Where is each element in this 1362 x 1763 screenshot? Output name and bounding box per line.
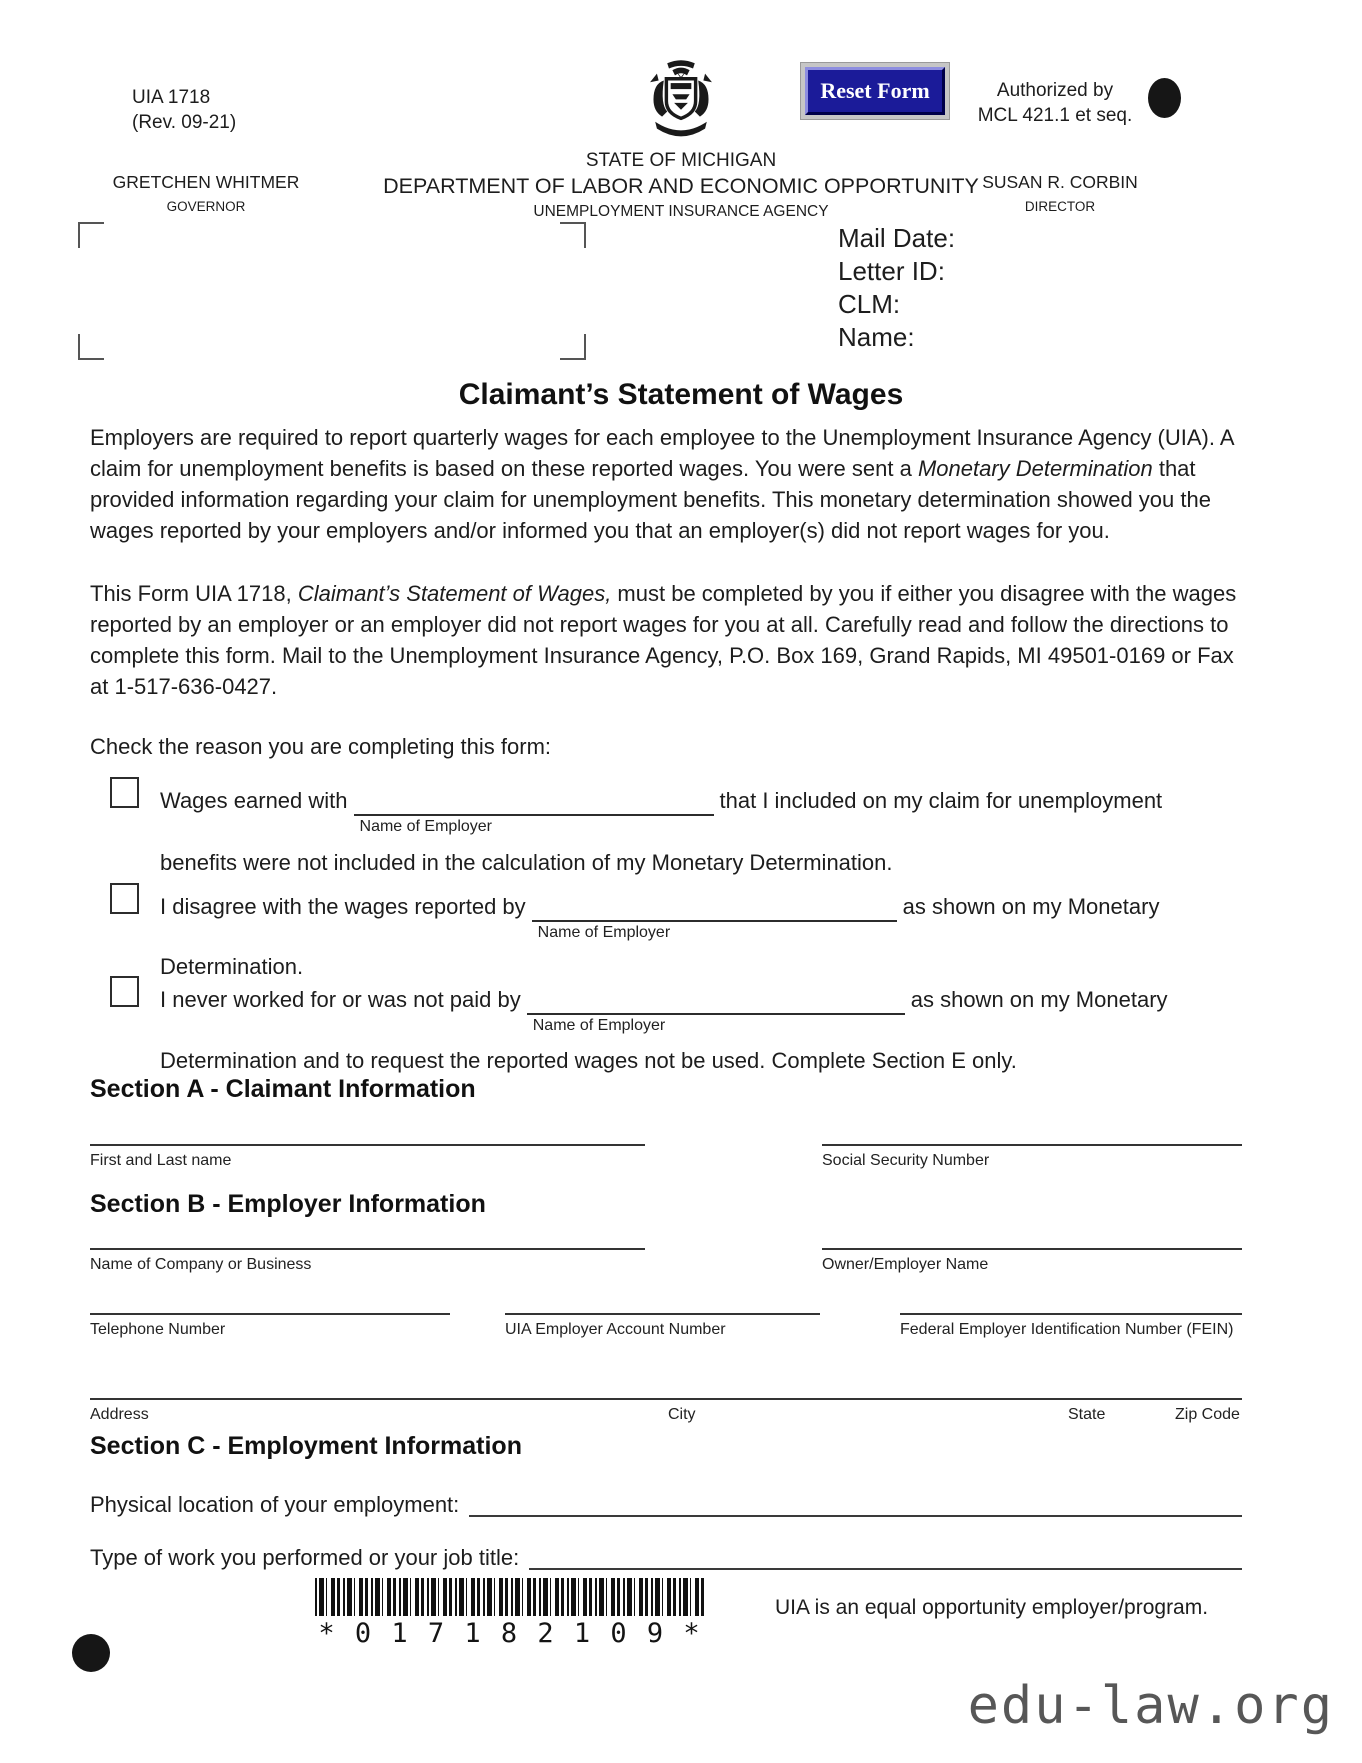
state-line: STATE OF MICHIGAN: [585, 150, 777, 171]
paragraph-text: Employers are required to report quarterly wages for each employee to the Unemployment Insurance Agency (UIA). A claim for unemployment benefits is based on these reported wages. You were sent a: [90, 425, 1234, 481]
address-window-bracket-top-right: [560, 222, 586, 248]
reset-form-label: Reset Form: [805, 67, 945, 115]
page-title: Claimant’s Statement of Wages: [458, 378, 904, 411]
employer-name-blank-2[interactable]: [532, 892, 897, 941]
physical-location-field[interactable]: [469, 1490, 1242, 1517]
reason-2-pre-text: I disagree with the wages reported by: [160, 894, 526, 919]
director-title: DIRECTOR: [1024, 199, 1096, 214]
city-label: City: [668, 1406, 696, 1423]
form-revision-line: (Rev. 09-21): [132, 112, 237, 133]
reason-3-post-text: as shown on my Monetary: [910, 987, 1168, 1012]
section-b-heading: Section B - Employer Information: [90, 1190, 486, 1218]
authorized-line2: MCL 421.1 et seq.: [977, 105, 1133, 126]
authorized-line1: Authorized by: [996, 80, 1114, 101]
barcode: [315, 1578, 705, 1616]
mail-date-label: Mail Date:: [838, 223, 956, 253]
first-last-name-label: First and Last name: [90, 1152, 232, 1169]
owner-employer-name-field[interactable]: [822, 1248, 1242, 1274]
reason-checkbox-2[interactable]: [110, 883, 139, 914]
registration-mark-bottom-left: [72, 1634, 110, 1672]
reason-2-continuation: Determination.: [160, 954, 304, 979]
intro-paragraph-2: [90, 578, 1242, 702]
paragraph-italic-text: Claimant’s Statement of Wages,: [297, 581, 612, 606]
reset-form-button[interactable]: [800, 62, 950, 120]
reason-1-pre-text: Wages earned with: [160, 788, 348, 813]
physical-location-row: [90, 1490, 1242, 1520]
address-window-bracket-top-left: [78, 222, 104, 248]
job-title-row: [90, 1543, 1242, 1573]
reason-3-pre-text: I never worked for or was not paid by: [160, 987, 521, 1012]
employer-name-blank-2-label: Name of Employer: [537, 924, 671, 941]
department-line: DEPARTMENT OF LABOR AND ECONOMIC OPPORTUNITY: [383, 174, 979, 198]
uia-employer-account-number-label: UIA Employer Account Number: [505, 1321, 726, 1338]
owner-employer-name-label: Owner/Employer Name: [822, 1256, 989, 1273]
paragraph-text: must be completed by you if either you disagree with the wages reported by an employer or an employer did not report wages for you at all. Carefully read and follow the directions to complete this form. Mail to the Unemployment Insurance Agency, P.O. Box 169, Grand Rapids, MI 49501-0169 or Fax at 1-517-636-0427.: [90, 581, 1237, 699]
name-label: Name:: [838, 322, 915, 352]
employer-name-blank-3-label: Name of Employer: [532, 1017, 666, 1034]
job-title-field[interactable]: [529, 1543, 1242, 1570]
telephone-number-label: Telephone Number: [90, 1321, 226, 1338]
michigan-coat-of-arms-seal: [638, 56, 724, 148]
mail-info-block: [838, 222, 955, 354]
registration-mark-top-right: [1148, 78, 1181, 118]
form-number-line: UIA 1718: [132, 87, 211, 108]
section-c-heading: Section C - Employment Information: [90, 1432, 522, 1460]
company-name-field[interactable]: [90, 1248, 645, 1274]
job-title-question: Type of work you performed or your job title:: [90, 1545, 520, 1570]
paragraph-text: that provided information regarding your claim for unemployment benefits. This monetary determination showed you the wages reported by your employers and/or informed you that an employer(s) did not report wages for you.: [90, 456, 1211, 543]
form-number: [132, 85, 236, 135]
first-last-name-field[interactable]: [90, 1144, 645, 1170]
state-label: State: [1068, 1406, 1106, 1423]
reason-row-2: [160, 892, 1242, 941]
reason-prompt: Check the reason you are completing this form:: [90, 734, 552, 759]
letter-id-label: Letter ID:: [838, 256, 945, 286]
reason-row-3: [160, 985, 1242, 1034]
address-label: Address: [90, 1406, 149, 1423]
zip-code-label: Zip Code: [1175, 1406, 1240, 1423]
social-security-number-label: Social Security Number: [822, 1152, 990, 1169]
address-field[interactable]: [90, 1398, 1242, 1428]
social-security-number-field[interactable]: [822, 1144, 1242, 1170]
governor-title: GOVERNOR: [166, 199, 246, 214]
reason-row-1: [160, 786, 1242, 835]
intro-paragraph-1: [90, 422, 1242, 546]
fein-label: Federal Employer Identification Number (FEIN): [900, 1321, 1234, 1338]
clm-label: CLM:: [838, 289, 901, 319]
fein-field[interactable]: [900, 1313, 1242, 1339]
telephone-number-field[interactable]: [90, 1313, 450, 1339]
company-name-label: Name of Company or Business: [90, 1256, 312, 1273]
reason-1-continuation: benefits were not included in the calculation of my Monetary Determination.: [160, 850, 893, 875]
barcode-digits: * 0 1 7 1 8 2 1 0 9 *: [318, 1618, 702, 1649]
reason-2-post-text: as shown on my Monetary: [902, 894, 1160, 919]
reason-3-continuation: Determination and to request the reported wages not be used. Complete Section E only.: [160, 1048, 1017, 1073]
employer-name-blank-1[interactable]: [354, 786, 714, 835]
equal-opportunity-statement: UIA is an equal opportunity employer/program.: [775, 1596, 1209, 1619]
agency-line: UNEMPLOYMENT INSURANCE AGENCY: [533, 203, 829, 220]
reason-checkbox-1[interactable]: [110, 777, 139, 808]
employer-name-blank-1-label: Name of Employer: [359, 818, 493, 835]
employer-name-blank-3[interactable]: [527, 985, 905, 1034]
paragraph-italic-text: Monetary Determination: [917, 456, 1153, 481]
director-name: SUSAN R. CORBIN: [982, 172, 1138, 192]
reason-checkbox-3[interactable]: [110, 976, 139, 1007]
governor-name: GRETCHEN WHITMER: [112, 172, 300, 192]
director-block: [950, 172, 1170, 214]
authorized-by-note: [970, 78, 1140, 128]
watermark-edu-law: edu-law.org: [967, 1676, 1334, 1736]
section-a-heading: Section A - Claimant Information: [90, 1075, 476, 1103]
uia-employer-account-number-field[interactable]: [505, 1313, 820, 1339]
governor-block: [96, 172, 316, 214]
address-window-bracket-bottom-left: [78, 334, 104, 360]
physical-location-question: Physical location of your employment:: [90, 1492, 460, 1517]
reason-1-post-text: that I included on my claim for unemployment: [719, 788, 1163, 813]
address-window-bracket-bottom-right: [560, 334, 586, 360]
paragraph-text: This Form UIA 1718,: [90, 581, 298, 606]
